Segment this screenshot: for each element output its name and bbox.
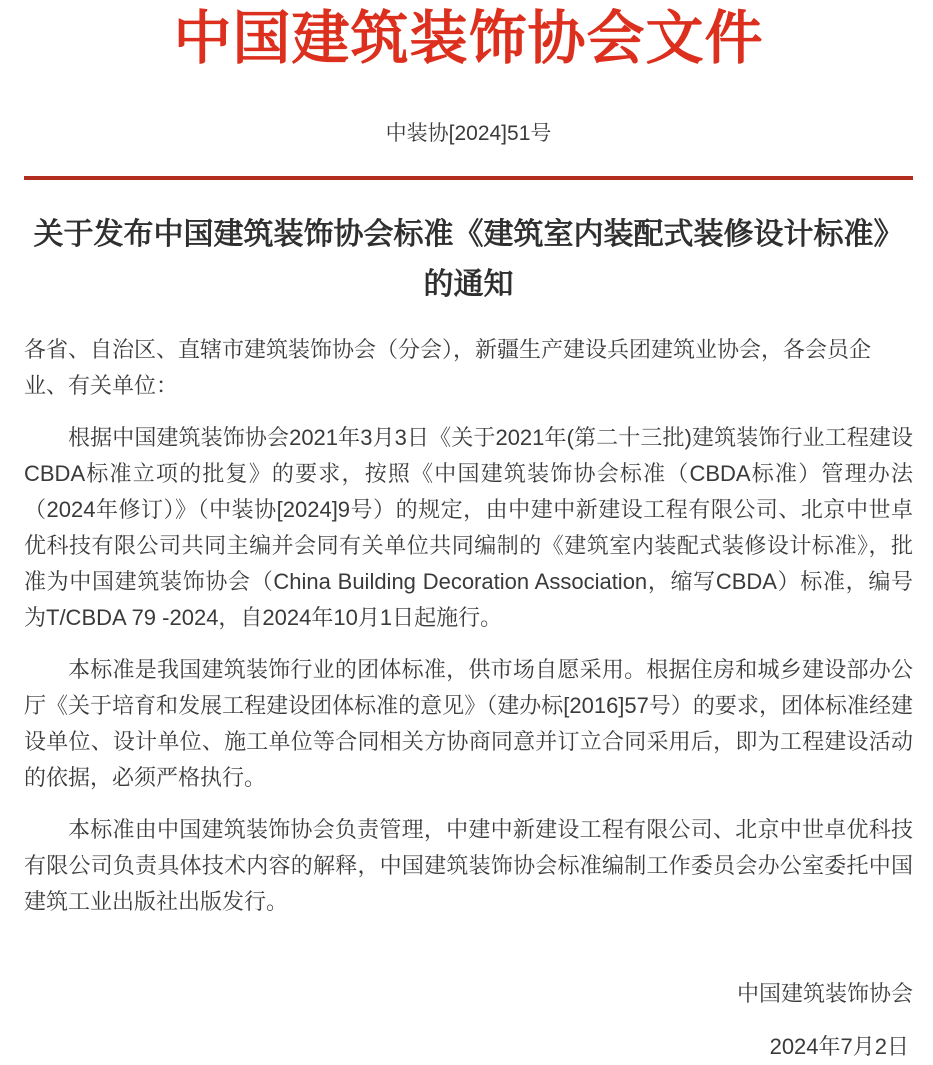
body-paragraph-1: 根据中国建筑装饰协会2021年3月3日《关于2021年(第二十三批)建筑装饰行业工程建设CBDA标准立项的批复》的要求，按照《中国建筑装饰协会标准（CBDA标准）管理办法（2024年修订）》（中装协[2024]9号）的规定，由中建中新建设工程有限公司、北京中世卓优科技有限公司共同主编并会同有关单位共同编制的《建筑室内装配式装修设计标准》，批准为中国建筑装饰协会（China Building Decoration Association，缩写CBDA）标准，编号为T/CBDA 79 -2024，自2024年10月1日起施行。 <box>24 425 913 630</box>
salutation-line: 各省、自治区、直辖市建筑装饰协会（分会），新疆生产建设兵团建筑业协会，各会员企业、有关单位： <box>24 337 872 398</box>
issue-date: 2024年7月2日 <box>769 1034 909 1059</box>
document-number: 中装协[2024]51号 <box>385 122 552 145</box>
red-divider-rule <box>24 176 913 180</box>
notice-heading: 关于发布中国建筑装饰协会标准《建筑室内装配式装修设计标准》的通知 <box>33 218 904 301</box>
body-paragraph-3: 本标准由中国建筑装饰协会负责管理，中建中新建设工程有限公司、北京中世卓优科技有限公司负责具体技术内容的解释，中国建筑装饰协会标准编制工作委员会办公室委托中国建筑工业出版社出版发行。 <box>24 817 913 914</box>
body-paragraph-2: 本标准是我国建筑装饰行业的团体标准，供市场自愿采用。根据住房和城乡建设部办公厅《关于培育和发展工程建设团体标准的意见》（建办标[2016]57号）的要求，团体标准经建设单位、设计单位、施工单位等合同相关方协商同意并订立合同采用后，即为工程建设活动的依据，必须严格执行。 <box>24 657 913 790</box>
issuer-signature: 中国建筑装饰协会 <box>736 981 913 1006</box>
document-letterhead-title: 中国建筑装饰协会文件 <box>173 6 764 71</box>
